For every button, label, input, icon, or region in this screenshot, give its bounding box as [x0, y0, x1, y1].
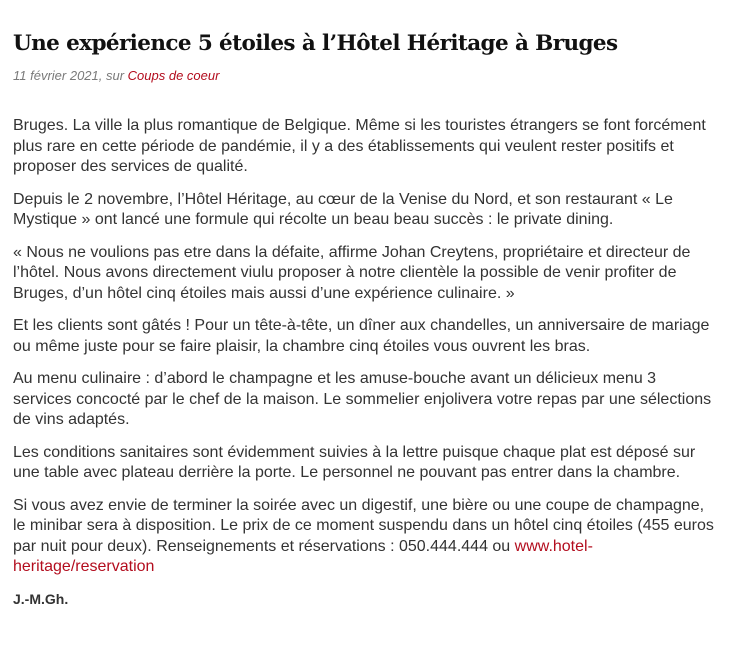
article-content	[13, 116, 716, 608]
paragraph-sanitary: Les conditions sanitaires sont évidemment suivies à la lettre puisque chaque plat est déposé sur une table avec plateau derrière la porte. Le personnel ne pouvant pas entrer dans la chambre.	[13, 443, 696, 481]
article-meta	[13, 68, 716, 84]
reservation-text: Si vous avez envie de terminer la soirée avec un digestif, une bière ou une coupe de champagne, le minibar sera à disposition. Le prix de ce moment suspendu dans un hôtel cinq étoiles (455 euros par nuit pour deux). Renseignements et réservations : 050.444.444 ou	[13, 496, 714, 555]
meta-separator: , sur	[98, 68, 128, 83]
paragraph-intro: Bruges. La ville la plus romantique de Belgique. Même si les touristes étrangers se font forcément plus rare en cette période de pandémie, il y a des établissements qui veulent rester positifs et proposer des services de qualité.	[13, 117, 706, 175]
paragraph-private-dining: Depuis le 2 novembre, l’Hôtel Héritage, au cœur de la Venise du Nord, et son restaurant « Le Mystique » ont lancé une formule qui récolte un beau beau succès : le private dining.	[13, 190, 673, 228]
author-signature: J.-M.Gh.	[13, 590, 69, 607]
paragraph-clients: Et les clients sont gâtés ! Pour un tête-à-tête, un dîner aux chandelles, un anniversaire de mariage ou même juste pour se faire plaisir, la chambre cinq étoiles vous ouvrent les bras.	[13, 317, 710, 355]
paragraph-reservation	[13, 496, 716, 578]
article-title: Une expérience 5 étoiles à l’Hôtel Héritage à Bruges	[13, 31, 618, 56]
category-link[interactable]: Coups de coeur	[127, 68, 220, 83]
paragraph-quote: « Nous ne voulions pas etre dans la défaite, affirme Johan Creytens, propriétaire et directeur de l’hôtel. Nous avons directement viulu proposer à notre clientèle la possible de venir profiter de Bruges, d’un hôtel cinq étoiles mais aussi d’une expérience culinaire. »	[13, 243, 691, 302]
paragraph-menu: Au menu culinaire : d’abord le champagne et les amuse-bouche avant un délicieux menu 3 services concocté par le chef de la maison. Le sommelier enjolivera votre repas par une sélections de vins adaptés.	[13, 370, 712, 428]
publish-date: 11 février 2021	[13, 68, 99, 83]
reservation-link[interactable]: www.hotel-heritage/reservation	[13, 537, 593, 575]
